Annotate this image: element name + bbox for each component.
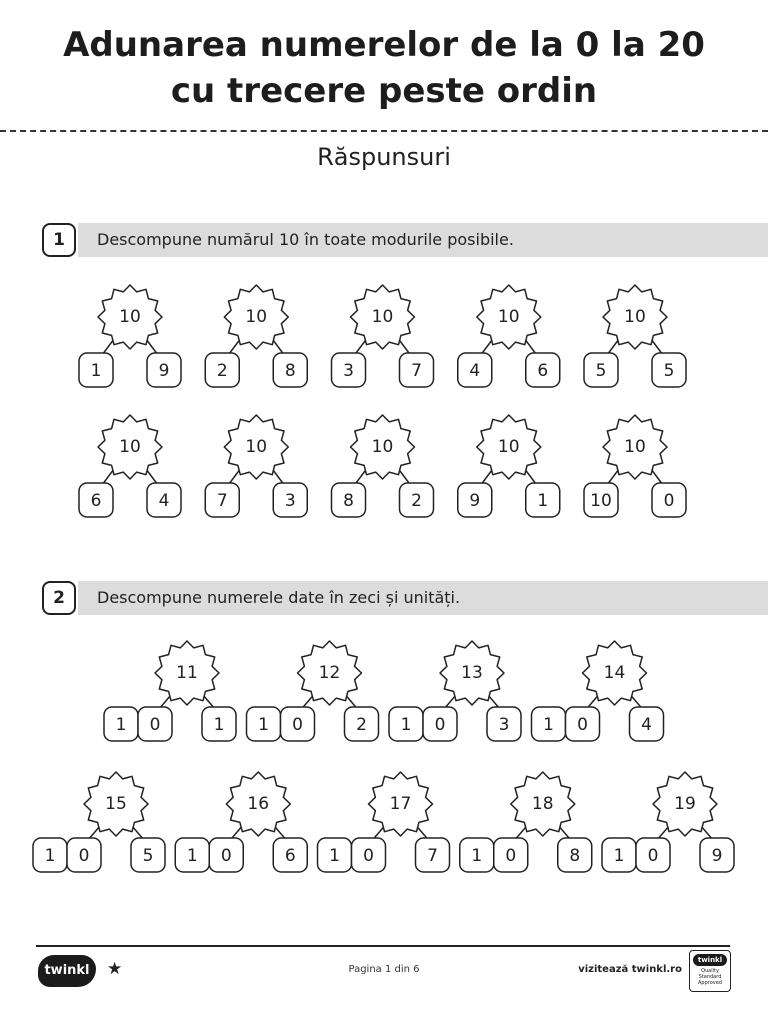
bond-diagram — [205, 285, 307, 387]
tens-digit-value: 1 — [44, 846, 56, 866]
bond-part-right-value: 4 — [158, 491, 170, 511]
bond-part-left-value: 5 — [595, 361, 607, 381]
tens-units-diagram — [602, 772, 734, 872]
tens-units-diagram — [532, 641, 664, 741]
bond-diagram — [205, 415, 307, 517]
bond-total-value: 10 — [497, 307, 520, 327]
units-digit-value: 5 — [142, 846, 154, 866]
bond-total-value: 10 — [624, 437, 646, 457]
tens-zero-value: 0 — [363, 846, 374, 866]
twinkl-logo[interactable]: twinkl — [38, 955, 96, 987]
tens-units-total-value: 17 — [389, 794, 412, 814]
tens-units-diagram — [389, 641, 521, 741]
bond-total-value: 10 — [371, 307, 394, 327]
title-line-2: cu trecere peste ordin — [170, 71, 598, 111]
tens-digit-value: 1 — [543, 715, 554, 735]
question-2-number: 2 — [42, 581, 76, 615]
bond-part-left-value: 10 — [590, 491, 612, 511]
units-digit-value: 2 — [356, 715, 367, 735]
tens-units-diagram — [33, 772, 165, 872]
tens-digit-value: 1 — [471, 846, 483, 866]
bond-part-left-value: 2 — [216, 361, 228, 381]
question-2-text: Descompune numerele date în zeci și unități. — [97, 588, 461, 607]
tens-units-total-value: 18 — [531, 794, 554, 814]
tens-units-total-value: 12 — [318, 663, 341, 683]
bond-part-right-value: 9 — [158, 361, 170, 381]
tens-zero-value: 0 — [505, 846, 517, 866]
bond-diagram — [79, 415, 181, 517]
bond-part-left-value: 9 — [469, 491, 481, 511]
bond-part-left-value: 3 — [343, 361, 354, 381]
bond-diagram — [458, 415, 560, 517]
tens-units-diagram — [460, 772, 592, 872]
tens-units-total-value: 11 — [176, 663, 198, 683]
bond-part-right-value: 5 — [663, 361, 675, 381]
units-digit-value: 3 — [498, 715, 510, 735]
quality-badge-text: Quality Standard Approved — [698, 968, 722, 986]
bond-diagram — [584, 285, 686, 387]
tens-digit-value: 1 — [115, 715, 127, 735]
bond-diagram — [584, 415, 686, 517]
bond-part-right-value: 6 — [537, 361, 549, 381]
units-digit-value: 7 — [427, 846, 438, 866]
bond-part-left-value: 7 — [216, 491, 228, 511]
star-icon[interactable]: ★ — [107, 959, 123, 979]
units-digit-value: 1 — [213, 715, 225, 735]
question-1-number: 1 — [42, 223, 76, 257]
tens-units-total-value: 14 — [603, 663, 626, 683]
question-1-text: Descompune numărul 10 în toate modurile posibile. — [97, 230, 514, 249]
bond-total-value: 10 — [245, 307, 268, 327]
bond-total-value: 10 — [371, 437, 394, 457]
subtitle: Răspunsuri — [317, 143, 451, 171]
bond-total-value: 10 — [119, 307, 141, 327]
bond-part-right-value: 8 — [284, 361, 296, 381]
title-line-1: Adunarea numerelor de la 0 la 20 — [63, 25, 705, 65]
tens-units-total-value: 16 — [247, 794, 270, 814]
tens-units-diagram — [104, 641, 236, 741]
page-number: Pagina 1 din 6 — [348, 964, 420, 975]
tens-units-total-value: 15 — [105, 794, 127, 814]
tens-digit-value: 1 — [400, 715, 412, 735]
bond-part-right-value: 2 — [411, 491, 422, 511]
bond-total-value: 10 — [624, 307, 646, 327]
tens-digit-value: 1 — [258, 715, 269, 735]
visit-link[interactable]: vizitează twinkl.ro — [578, 964, 682, 975]
bond-part-right-value: 3 — [284, 491, 296, 511]
bond-diagram — [79, 285, 181, 387]
tens-zero-value: 0 — [292, 715, 303, 735]
bond-total-value: 10 — [119, 437, 141, 457]
bond-part-left-value: 4 — [469, 361, 481, 381]
quality-badge-logo: twinkl — [693, 954, 727, 966]
units-digit-value: 8 — [569, 846, 581, 866]
tens-zero-value: 0 — [78, 846, 90, 866]
bond-part-right-value: 1 — [537, 491, 549, 511]
bond-total-value: 10 — [245, 437, 268, 457]
tens-zero-value: 0 — [220, 846, 232, 866]
bond-diagram — [332, 415, 434, 517]
tens-units-diagram — [247, 641, 379, 741]
bond-part-right-value: 0 — [663, 491, 675, 511]
tens-units-total-value: 13 — [461, 663, 483, 683]
tens-digit-value: 1 — [329, 846, 340, 866]
tens-digit-value: 1 — [613, 846, 625, 866]
bond-part-right-value: 7 — [411, 361, 422, 381]
tens-zero-value: 0 — [149, 715, 161, 735]
bond-total-value: 10 — [497, 437, 520, 457]
tens-digit-value: 1 — [186, 846, 198, 866]
footer-divider — [36, 945, 730, 947]
tens-units-diagram — [318, 772, 450, 872]
tens-zero-value: 0 — [647, 846, 659, 866]
tens-units-total-value: 19 — [674, 794, 696, 814]
bond-part-left-value: 8 — [343, 491, 354, 511]
bond-diagram — [458, 285, 560, 387]
units-digit-value: 6 — [284, 846, 296, 866]
tens-zero-value: 0 — [434, 715, 446, 735]
units-digit-value: 9 — [711, 846, 723, 866]
bond-diagram — [332, 285, 434, 387]
quality-badge — [689, 950, 731, 992]
tens-zero-value: 0 — [577, 715, 588, 735]
bond-part-left-value: 1 — [90, 361, 102, 381]
tens-units-diagram — [175, 772, 307, 872]
bond-part-left-value: 6 — [90, 491, 102, 511]
units-digit-value: 4 — [641, 715, 652, 735]
